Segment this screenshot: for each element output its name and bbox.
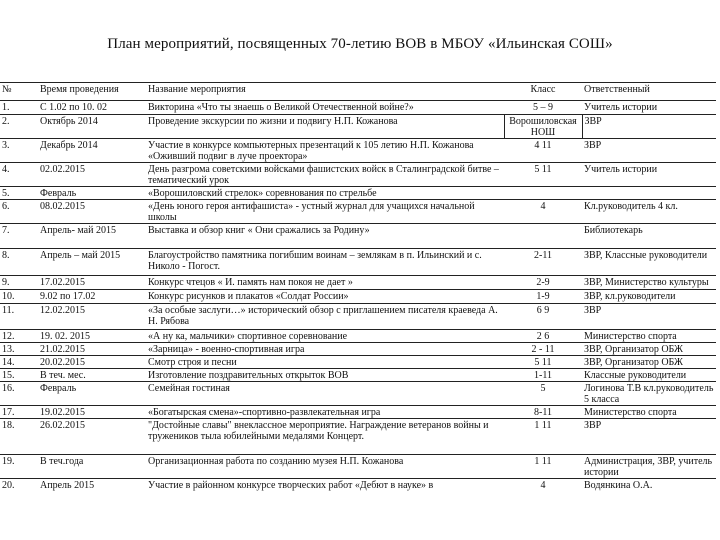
- cell-number: 15.: [0, 369, 38, 382]
- cell-event: Участие в районном конкурсе творческих работ «Дебют в науке» в: [146, 479, 504, 492]
- cell-class: 4 11: [504, 139, 582, 163]
- cell-class: 1 11: [504, 419, 582, 455]
- cell-number: 4.: [0, 163, 38, 187]
- cell-responsible: ЗВР: [582, 304, 716, 330]
- cell-responsible: ЗВР, Классные руководители: [582, 249, 716, 276]
- cell-class: 5: [504, 382, 582, 406]
- cell-number: 12.: [0, 330, 38, 343]
- cell-event: "Достойные славы" внеклассное мероприятие. Награждение ветеранов войны и тружеников тыла юбилейными медалями Концерт.: [146, 419, 504, 455]
- cell-event: «А ну ка, мальчики» спортивное соревнование: [146, 330, 504, 343]
- cell-responsible: Кл.руководитель 4 кл.: [582, 200, 716, 224]
- table-row: [0, 343, 716, 356]
- cell-number: 19.: [0, 455, 38, 479]
- cell-responsible: [582, 187, 716, 200]
- cell-number: 13.: [0, 343, 38, 356]
- cell-time: В теч. мес.: [38, 369, 146, 382]
- cell-responsible: Министерство спорта: [582, 330, 716, 343]
- column-header-class: Класс: [504, 83, 582, 101]
- cell-time: 19.02.2015: [38, 406, 146, 419]
- cell-responsible: ЗВР: [582, 419, 716, 455]
- column-header-event: Название мероприятия: [146, 83, 504, 101]
- cell-time: Апрель 2015: [38, 479, 146, 492]
- cell-responsible: Библиотекарь: [582, 224, 716, 249]
- cell-class: 4: [504, 479, 582, 492]
- cell-responsible: Классные руководители: [582, 369, 716, 382]
- cell-number: 7.: [0, 224, 38, 249]
- cell-class: 8-11: [504, 406, 582, 419]
- cell-time: Февраль: [38, 187, 146, 200]
- cell-class: 1 11: [504, 455, 582, 479]
- table-row: [0, 224, 716, 249]
- cell-number: 14.: [0, 356, 38, 369]
- table-row: [0, 163, 716, 187]
- table-row: [0, 330, 716, 343]
- column-header-responsible: Ответственный: [582, 83, 716, 101]
- cell-class: 2 - 11: [504, 343, 582, 356]
- cell-responsible: Учитель истории: [582, 163, 716, 187]
- cell-time: В теч.года: [38, 455, 146, 479]
- cell-number: 3.: [0, 139, 38, 163]
- cell-class: 1-9: [504, 290, 582, 304]
- cell-class: Ворошиловская НОШ: [504, 115, 582, 139]
- cell-time: Декабрь 2014: [38, 139, 146, 163]
- cell-class: [504, 187, 582, 200]
- cell-number: 17.: [0, 406, 38, 419]
- cell-number: 9.: [0, 276, 38, 290]
- table-row: [0, 249, 716, 276]
- cell-responsible: Учитель истории: [582, 101, 716, 115]
- table-row: [0, 382, 716, 406]
- cell-class: 2 6: [504, 330, 582, 343]
- cell-class: 2-9: [504, 276, 582, 290]
- cell-event: Изготовление поздравительных открыток ВОВ: [146, 369, 504, 382]
- cell-time: Февраль: [38, 382, 146, 406]
- cell-class: 5 11: [504, 356, 582, 369]
- cell-number: 1.: [0, 101, 38, 115]
- cell-responsible: ЗВР: [582, 115, 716, 139]
- cell-time: 08.02.2015: [38, 200, 146, 224]
- cell-event: «День юного героя антифашиста» - устный журнал для учащихся начальной школы: [146, 200, 504, 224]
- cell-time: 12.02.2015: [38, 304, 146, 330]
- cell-number: 11.: [0, 304, 38, 330]
- table-row: [0, 419, 716, 455]
- cell-number: 8.: [0, 249, 38, 276]
- cell-number: 20.: [0, 479, 38, 492]
- cell-class: 1-11: [504, 369, 582, 382]
- cell-event: «Ворошиловский стрелок» соревнования по стрельбе: [146, 187, 504, 200]
- cell-event: День разгрома советскими войсками фашистских войск в Сталинградской битве – тематический урок: [146, 163, 504, 187]
- table-header-row: [0, 83, 716, 101]
- cell-time: 17.02.2015: [38, 276, 146, 290]
- cell-number: 16.: [0, 382, 38, 406]
- cell-class: 5 – 9: [504, 101, 582, 115]
- cell-responsible: Администрация, ЗВР, учитель истории: [582, 455, 716, 479]
- table-row: [0, 406, 716, 419]
- cell-event: Благоустройство памятника погибшим воинам – землякам в п. Ильинский и с. Николо - Погост.: [146, 249, 504, 276]
- table-row: [0, 304, 716, 330]
- cell-event: Конкурс рисунков и плакатов «Солдат России»: [146, 290, 504, 304]
- cell-responsible: ЗВР, Организатор ОБЖ: [582, 356, 716, 369]
- cell-number: 18.: [0, 419, 38, 455]
- table-row: [0, 139, 716, 163]
- cell-event: Смотр строя и песни: [146, 356, 504, 369]
- events-table: [0, 82, 716, 491]
- cell-number: 10.: [0, 290, 38, 304]
- cell-time: 9.02 по 17.02: [38, 290, 146, 304]
- cell-responsible: Логинова Т.В кл.руководитель 5 класса: [582, 382, 716, 406]
- cell-event: Проведение экскурсии по жизни и подвигу Н.П. Кожанова: [146, 115, 504, 139]
- cell-event: Викторина «Что ты знаешь о Великой Отечественной войне?»: [146, 101, 504, 115]
- column-header-number: №: [0, 83, 38, 101]
- cell-time: Октябрь 2014: [38, 115, 146, 139]
- cell-event: «Зарница» - военно-спортивная игра: [146, 343, 504, 356]
- cell-time: 21.02.2015: [38, 343, 146, 356]
- cell-responsible: ЗВР: [582, 139, 716, 163]
- cell-time: С 1.02 по 10. 02: [38, 101, 146, 115]
- cell-time: 20.02.2015: [38, 356, 146, 369]
- page-title: План мероприятий, посвященных 70-летию ВОВ в МБОУ «Ильинская СОШ»: [107, 36, 613, 52]
- cell-responsible: ЗВР, кл.руководители: [582, 290, 716, 304]
- table-row: [0, 276, 716, 290]
- table-row: [0, 455, 716, 479]
- cell-responsible: Министерство спорта: [582, 406, 716, 419]
- cell-event: Семейная гостиная: [146, 382, 504, 406]
- cell-responsible: ЗВР, Министерство культуры: [582, 276, 716, 290]
- table-row: [0, 479, 716, 492]
- cell-responsible: Водянкина О.А.: [582, 479, 716, 492]
- cell-number: 2.: [0, 115, 38, 139]
- cell-event: «Богатырская смена»-спортивно-развлекательная игра: [146, 406, 504, 419]
- cell-event: Организационная работа по созданию музея Н.П. Кожанова: [146, 455, 504, 479]
- cell-number: 6.: [0, 200, 38, 224]
- table-row: [0, 200, 716, 224]
- cell-event: Выставка и обзор книг « Они сражались за Родину»: [146, 224, 504, 249]
- table-row: [0, 101, 716, 115]
- cell-event: «За особые заслуги…» исторический обзор с приглашением писателя краеведа А. Н. Рябова: [146, 304, 504, 330]
- cell-class: 2-11: [504, 249, 582, 276]
- table-row: [0, 356, 716, 369]
- cell-number: 5.: [0, 187, 38, 200]
- column-header-time: Время проведения: [38, 83, 146, 101]
- cell-time: Апрель- май 2015: [38, 224, 146, 249]
- cell-class: 4: [504, 200, 582, 224]
- cell-time: 02.02.2015: [38, 163, 146, 187]
- cell-time: Апрель – май 2015: [38, 249, 146, 276]
- table-row: [0, 290, 716, 304]
- table-row: [0, 115, 716, 139]
- cell-event: Конкурс чтецов « И. память нам покоя не дает »: [146, 276, 504, 290]
- cell-event: Участие в конкурсе компьютерных презентаций к 105 летию Н.П. Кожанова «Оживший подвиг в луче проектора»: [146, 139, 504, 163]
- cell-time: 19. 02. 2015: [38, 330, 146, 343]
- cell-class: [504, 224, 582, 249]
- table-row: [0, 369, 716, 382]
- cell-class: 5 11: [504, 163, 582, 187]
- table-row: [0, 187, 716, 200]
- cell-time: 26.02.2015: [38, 419, 146, 455]
- cell-class: 6 9: [504, 304, 582, 330]
- cell-responsible: ЗВР, Организатор ОБЖ: [582, 343, 716, 356]
